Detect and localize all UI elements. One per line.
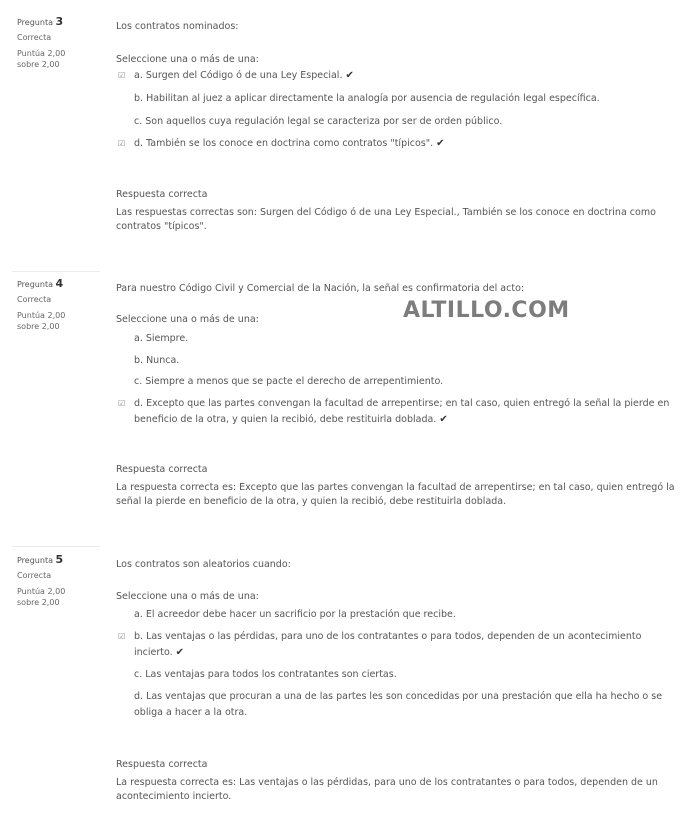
answer-option-a[interactable] — [116, 68, 676, 84]
answer-text: d. Excepto que las partes convengan la facultad de arrepentirse; en tal caso, quien entregó la señal la pierde en beneficio de la otra, y quien la recibió, debe restituirla doblada. — [134, 398, 670, 425]
question-info — [17, 554, 97, 608]
question-number: Pregunta 4 — [17, 277, 64, 290]
correct-check-icon: ✔ — [439, 414, 448, 425]
question-state: Correcta — [17, 33, 52, 42]
answer-prompt: Seleccione una o más de una: — [116, 591, 259, 602]
question-text: Los contratos son aleatorios cuando: — [116, 559, 291, 570]
answer-option-a[interactable] — [116, 331, 676, 347]
answer-text: c. Las ventajas para todos los contratantes son ciertas. — [134, 669, 397, 680]
answer-text: c. Son aquellos cuya regulación legal se caracteriza por ser de orden público. — [134, 116, 503, 127]
question-grade: Puntúa 2,00 sobre 2,00 — [17, 49, 66, 69]
feedback — [116, 758, 686, 804]
checkbox-checked-icon[interactable]: ☑ — [118, 632, 126, 641]
answer-text: b. Habilitan al juez a aplicar directamente la analogía por ausencia de regulación legal específica. — [134, 93, 600, 104]
feedback-title: Respuesta correcta — [116, 189, 208, 200]
question-state: Correcta — [17, 571, 52, 580]
correct-check-icon: ✔ — [175, 647, 185, 658]
question-number: Pregunta 5 — [17, 553, 64, 566]
answer-option-d[interactable] — [116, 136, 676, 152]
checkbox-checked-icon[interactable]: ☑ — [118, 399, 126, 408]
answer-option-b[interactable] — [116, 629, 676, 661]
checkbox-checked-icon[interactable]: ☑ — [118, 71, 126, 80]
feedback-text: Las respuestas correctas son: Surgen del Código ó de una Ley Especial., También se los conoce en doctrina como contratos "típicos". — [116, 207, 656, 232]
feedback — [116, 188, 686, 234]
question-text: Para nuestro Código Civil y Comercial de la Nación, la señal es confirmatoria del acto: — [116, 283, 525, 294]
answer-option-c[interactable] — [116, 114, 676, 130]
answer-text: b. Nunca. — [134, 355, 180, 366]
watermark: ALTILLO.COM — [403, 298, 570, 323]
divider — [12, 271, 100, 272]
answer-text: c. Siempre a menos que se pacte el derecho de arrepentimiento. — [134, 376, 444, 387]
answer-option-d[interactable] — [116, 689, 676, 721]
answer-prompt: Seleccione una o más de una: — [116, 314, 259, 325]
answer-text: a. Siempre. — [134, 333, 189, 344]
feedback-text: La respuesta correcta es: Excepto que las partes convengan la facultad de arrepentirse; en tal caso, quien entregó la señal la pierde en beneficio de la otra, y quien la recibió, debe restituirla doblada. — [116, 482, 675, 507]
answer-option-c[interactable] — [116, 667, 676, 683]
checkbox-checked-icon[interactable]: ☑ — [118, 139, 126, 148]
correct-check-icon: ✔ — [436, 138, 445, 149]
answer-option-d[interactable] — [116, 396, 676, 428]
answer-text: b. Las ventajas o las pérdidas, para uno de los contratantes o para todos, dependen de un acontecimiento incierto. — [134, 631, 642, 658]
answer-text: d. Las ventajas que procuran a una de las partes les son concedidas por una prestación que ella ha hecho o se obliga a hacer a la otra. — [134, 691, 663, 718]
answer-option-c[interactable] — [116, 374, 676, 390]
feedback — [116, 463, 686, 509]
answer-option-b[interactable] — [116, 353, 676, 369]
answer-option-a[interactable] — [116, 607, 676, 623]
question-text: Los contratos nominados: — [116, 21, 239, 32]
question-grade: Puntúa 2,00 sobre 2,00 — [17, 311, 66, 331]
answer-text: a. Surgen del Código ó de una Ley Especial. — [134, 70, 343, 81]
feedback-title: Respuesta correcta — [116, 464, 208, 475]
question-grade: Puntúa 2,00 sobre 2,00 — [17, 587, 66, 607]
correct-check-icon: ✔ — [345, 70, 354, 81]
divider — [12, 546, 100, 547]
feedback-text: La respuesta correcta es: Las ventajas o las pérdidas, para uno de los contratantes o para todos, dependen de un acontecimiento incierto. — [116, 777, 658, 802]
answer-text: a. El acreedor debe hacer un sacrificio por la prestación que recibe. — [134, 609, 456, 620]
answer-option-b[interactable] — [116, 91, 676, 107]
feedback-title: Respuesta correcta — [116, 759, 208, 770]
question-info — [17, 278, 97, 332]
question-number: Pregunta 3 — [17, 15, 64, 28]
answer-text: d. También se los conoce en doctrina como contratos "típicos". — [134, 138, 434, 149]
question-state: Correcta — [17, 295, 52, 304]
question-info — [17, 16, 97, 70]
answer-prompt: Seleccione una o más de una: — [116, 54, 259, 65]
